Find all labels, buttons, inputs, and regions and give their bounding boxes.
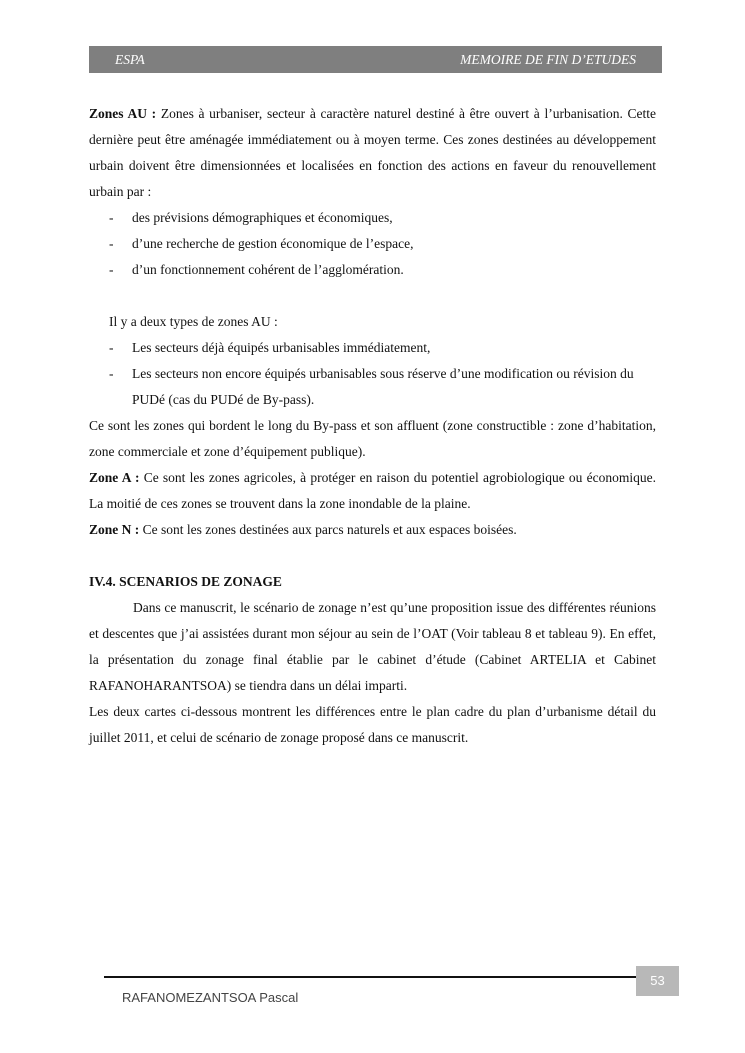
section-title: IV.4. SCENARIOS DE ZONAGE — [89, 574, 282, 589]
footer-divider — [104, 976, 636, 978]
list-item: - d’une recherche de gestion économique de l’espace, — [89, 231, 656, 257]
zones-border-paragraph: Ce sont les zones qui bordent le long du By-pass et son affluent (zone constructible : zone d’habitation, zone commerciale et zone d’équipement publique). — [89, 418, 656, 459]
zone-n-paragraph — [89, 517, 656, 543]
zones-au-types-list — [89, 335, 656, 413]
zones-au-label: Zones AU : — [89, 106, 157, 121]
page-header — [89, 46, 662, 73]
zones-au-text: Zones à urbaniser, secteur à caractère naturel destiné à être ouvert à l’urbanisation. Cette dernière peut être aménagée immédiatement ou à moyen terme. Ces zones destinées au développement urbain doivent être dimensionnées et localisées en fonction des actions en faveur du renouvellement urbain par : — [89, 106, 656, 199]
types-intro: Il y a deux types de zones AU : — [109, 314, 278, 329]
footer-author: RAFANOMEZANTSOA Pascal — [122, 990, 299, 1005]
page-number: 53 — [636, 966, 679, 996]
zone-n-text: Ce sont les zones destinées aux parcs naturels et aux espaces boisées. — [139, 522, 517, 537]
zone-a-paragraph — [89, 465, 656, 517]
zones-au-paragraph — [89, 101, 656, 205]
header-school: ESPA — [115, 52, 145, 67]
list-item: - des prévisions démographiques et économiques, — [89, 205, 656, 231]
zone-a-label: Zone A : — [89, 470, 140, 485]
zone-n-label: Zone N : — [89, 522, 140, 537]
page-content — [89, 101, 656, 751]
zones-au-criteria-list — [89, 205, 656, 283]
list-item: - Les secteurs déjà équipés urbanisables immédiatement, — [89, 335, 656, 361]
scenario-paragraph: Dans ce manuscrit, le scénario de zonage n’est qu’une proposition issue des différentes réunions et descentes que j’ai assistées durant mon séjour au sein de l’OAT (Voir tableau 8 et tableau 9). En effet, la présentation du zonage final établie par le cabinet d’étude (Cabinet ARTELIA et Cabinet RAFANOHARANTSOA) se tiendra dans un délai imparti. — [89, 600, 656, 693]
maps-paragraph: Les deux cartes ci-dessous montrent les différences entre le plan cadre du plan d’urbanisme détail du juillet 2011, et celui de scénario de zonage proposé dans ce manuscrit. — [89, 704, 656, 745]
zone-a-text: Ce sont les zones agricoles, à protéger en raison du potentiel agrobiologique ou économique. La moitié de ces zones se trouvent dans la zone inondable de la plaine. — [89, 470, 656, 511]
list-item: - d’un fonctionnement cohérent de l’agglomération. — [89, 257, 656, 283]
list-item: - Les secteurs non encore équipés urbanisables sous réserve d’une modification ou révision du PUDé (cas du PUDé de By-pass). — [89, 361, 656, 413]
header-title: MEMOIRE DE FIN D’ETUDES — [460, 52, 636, 67]
